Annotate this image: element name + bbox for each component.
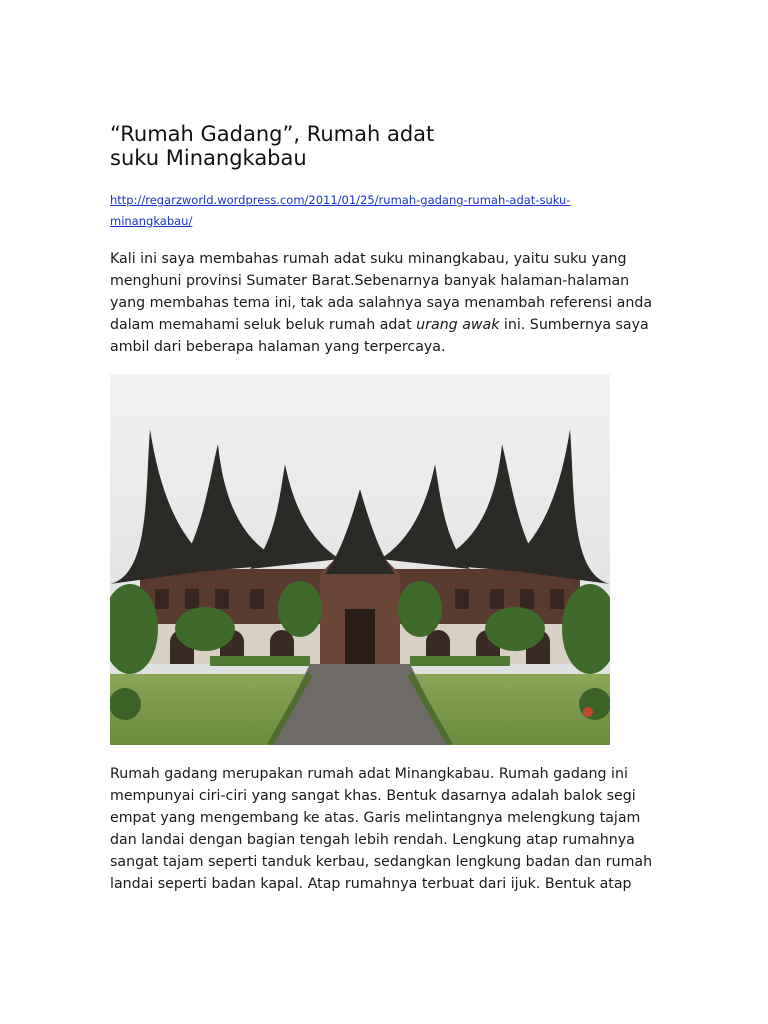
source-link-line: minangkabau/ xyxy=(110,214,193,228)
italic-phrase: urang awak xyxy=(416,317,500,333)
text-line: Kali ini saya membahas rumah adat suku minangkabau, yaitu suku yang xyxy=(110,251,627,267)
rumah-gadang-photo xyxy=(110,374,610,745)
text-line: yang membahas tema ini, tak ada salahnya saya menambah referensi anda xyxy=(110,295,653,311)
text-segment: ini. Sumbernya saya xyxy=(499,317,649,333)
text-line: mempunyai ciri-ciri yang sangat khas. Bentuk dasarnya adalah balok segi xyxy=(110,788,636,804)
text-line xyxy=(110,314,662,336)
text-line: sangat tajam seperti tanduk kerbau, sedangkan lengkung badan dan rumah xyxy=(110,854,653,870)
source-link-line: http://regarzworld.wordpress.com/2011/01/25/rumah-gadang-rumah-adat-suku- xyxy=(110,193,571,207)
text-line: empat yang mengembang ke atas. Garis melintangnya melengkung tajam xyxy=(110,810,641,826)
source-link[interactable] xyxy=(110,190,630,232)
text-segment: dalam memahami seluk beluk rumah adat xyxy=(110,317,417,333)
text-line: landai seperti badan kapal. Atap rumahnya terbuat dari ijuk. Bentuk atap xyxy=(110,876,632,892)
body-paragraph xyxy=(110,763,662,895)
text-line: dan landai dengan bagian tengah lebih rendah. Lengkung atap rumahnya xyxy=(110,832,635,848)
text-line: ambil dari beberapa halaman yang terpercaya. xyxy=(110,339,446,355)
article-title xyxy=(110,122,530,170)
intro-paragraph xyxy=(110,248,662,358)
title-line: suku Minangkabau xyxy=(110,146,307,170)
title-line: “Rumah Gadang”, Rumah adat xyxy=(110,122,435,146)
text-line: Rumah gadang merupakan rumah adat Minangkabau. Rumah gadang ini xyxy=(110,766,628,782)
text-line: menghuni provinsi Sumater Barat.Sebenarnya banyak halaman-halaman xyxy=(110,273,630,289)
